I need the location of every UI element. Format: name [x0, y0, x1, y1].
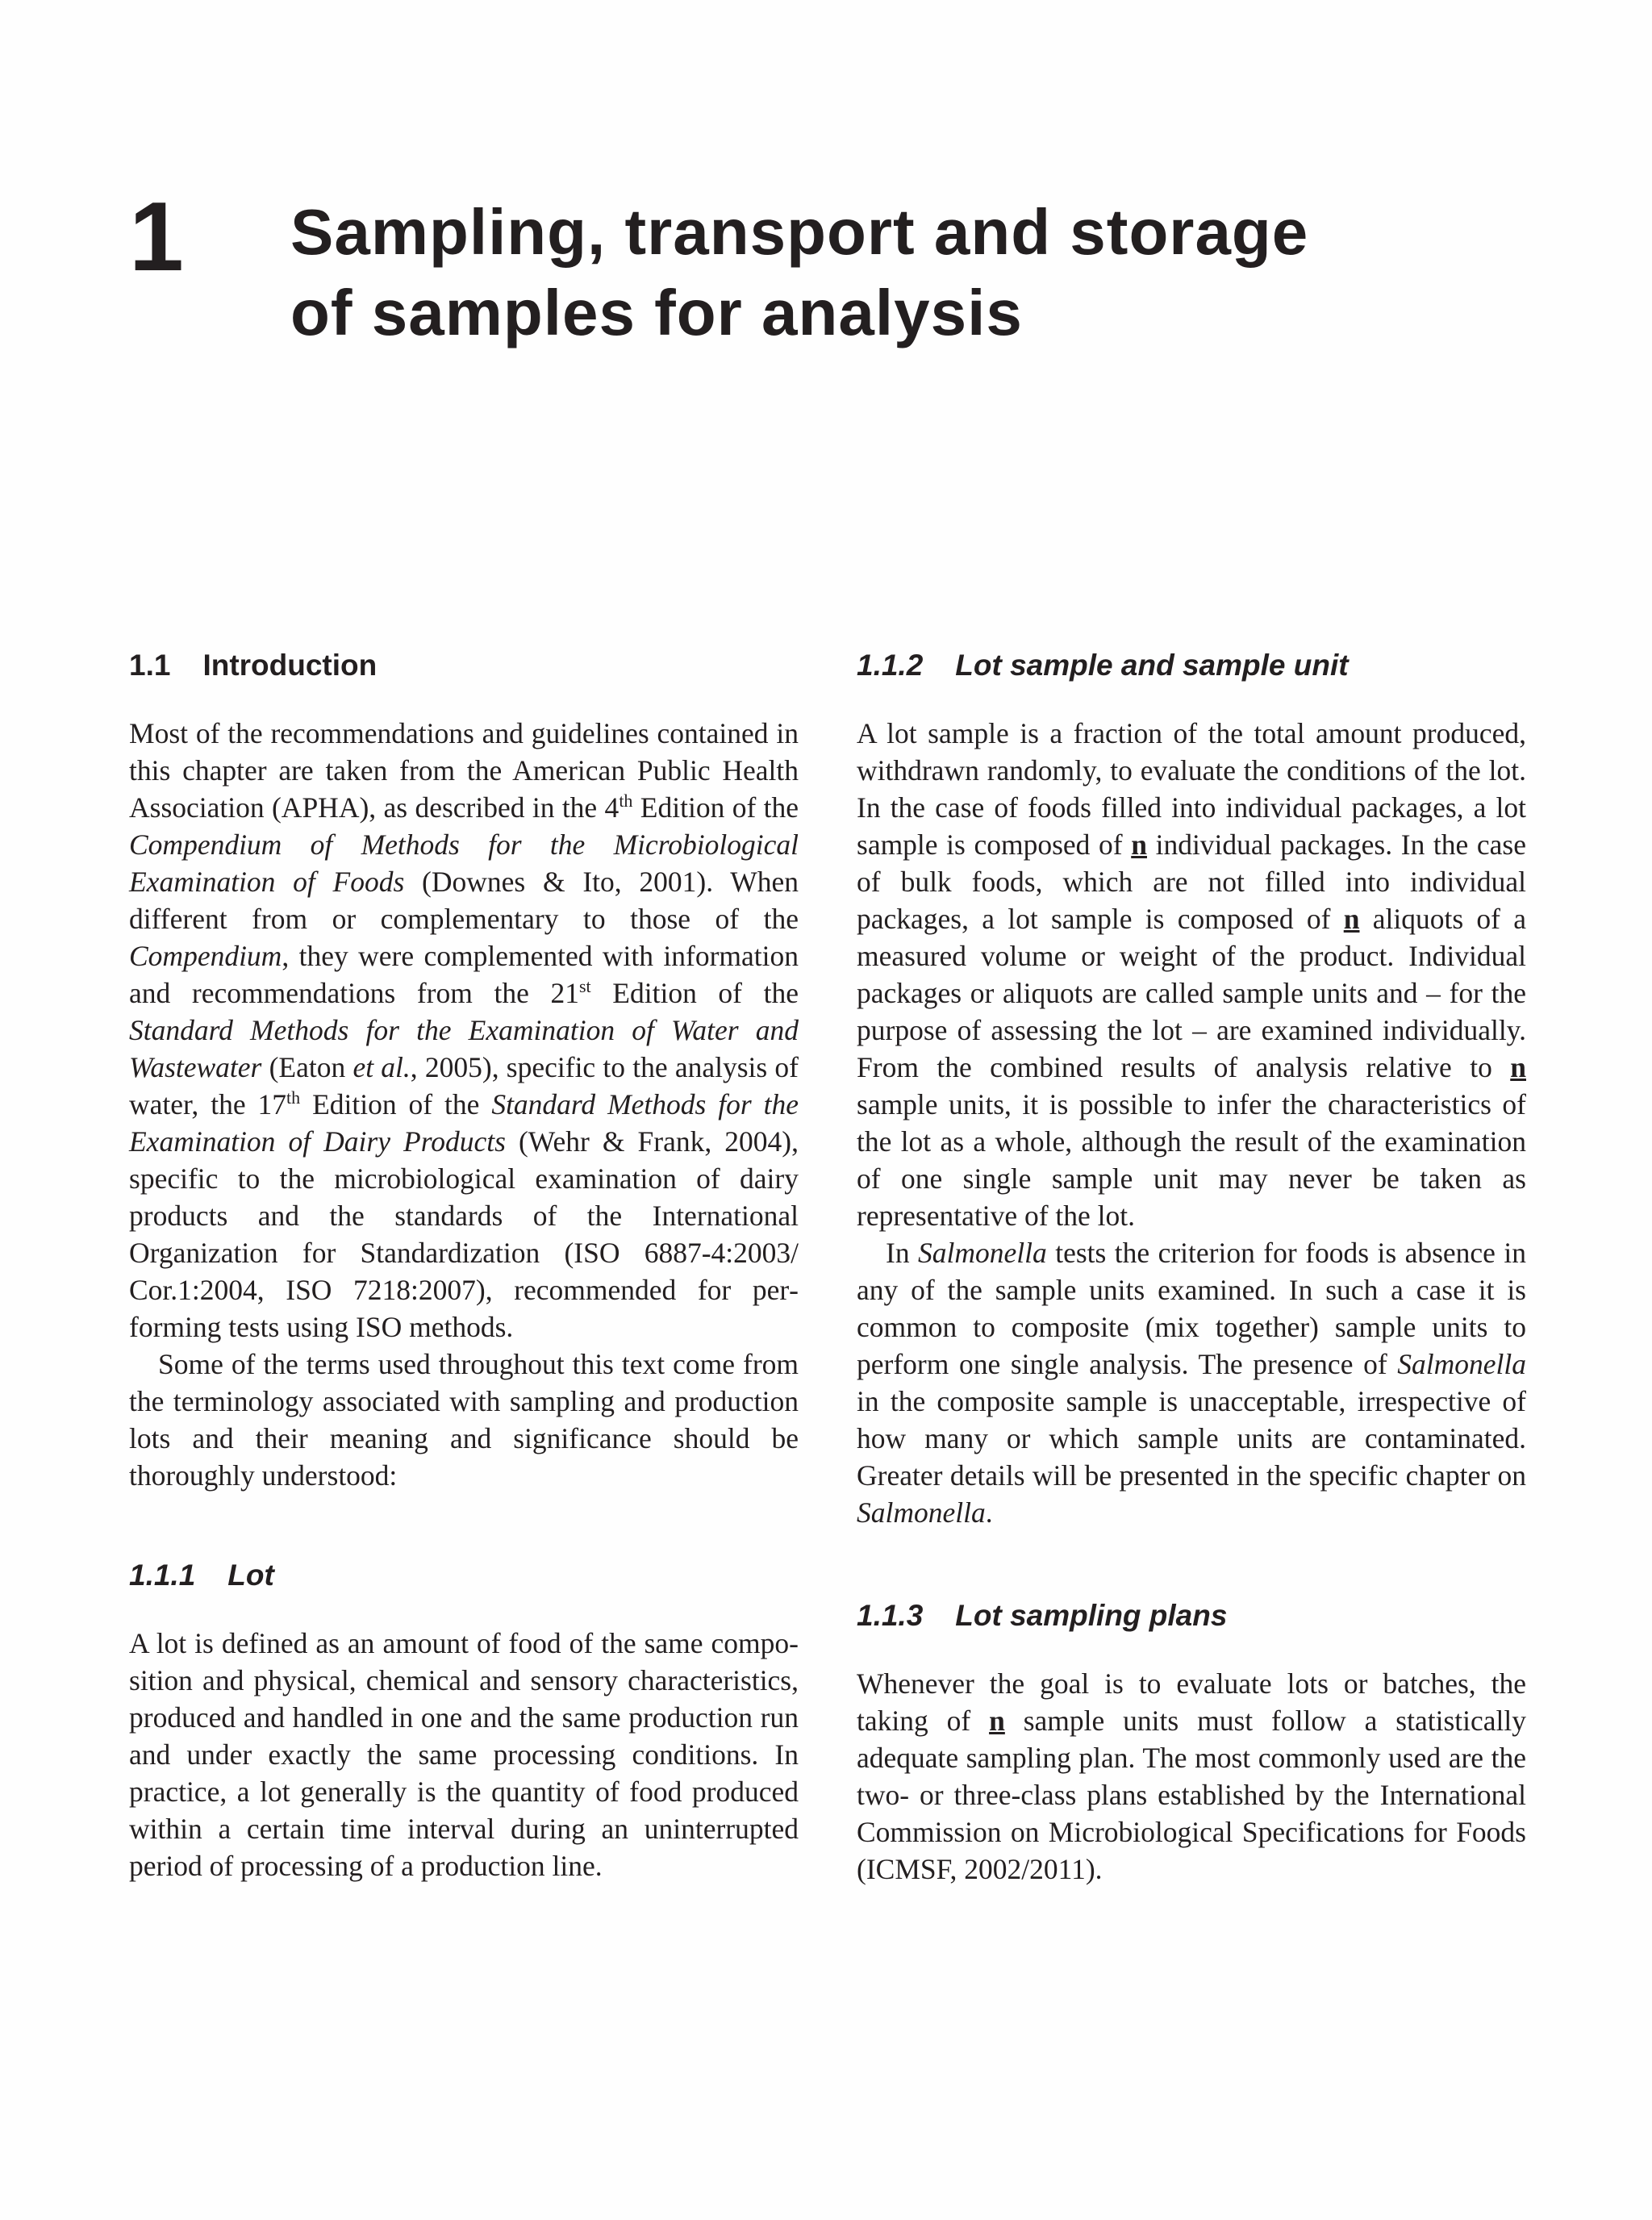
introduction-paragraph-2: Some of the terms used throughout this text come from the terminology associated with sampling and production lots and their meaning and significance should be thoroughly understood: — [129, 1348, 799, 1492]
chapter-number: 1 — [129, 182, 182, 291]
lot-sample-paragraph-1: A lot sample is a fraction of the total amount produced, withdrawn randomly, to evaluate the conditions of the lot. In the case of foods filled into individual packages, a lot sample is composed of n individual packages. In the case of bulk foods, which are not filled into individual packages, a lot sample is composed of n aliquots of a measured volume or weight of the product. Individual packages or aliquots are called sample units and – for the purpose of assessing the lot – are examined individually. From the combined results of analysis relative to n sample units, it is possible to infer the characteristics of the lot as a whole, although the result of the examination of one single sample unit may never be taken as representative of the lot. — [857, 717, 1527, 1232]
section-heading-lot-sample — [857, 637, 1526, 694]
section-number: 1.1.2 — [857, 649, 924, 682]
lot-sample-paragraph-2: In Salmonella tests the criterion for foods is absence in any of the sample units examined. In such a case it is common to composite (mix together) sample units to perform one single analysis. The presence of Salmonella in the composite sample is unacceptable, irrespective of how many or which sample units are contaminated. Greater details will be presented in the specific chapter on Salmonella. — [857, 1237, 1526, 1529]
left-column — [129, 637, 799, 1884]
right-column — [857, 637, 1526, 1888]
lot-sample-body — [857, 715, 1526, 1531]
introduction-body — [129, 715, 799, 1494]
introduction-paragraph-1: Most of the recommendations and guidelines contained in this chapter are taken from the American Public Health Association (APHA), as described in the 4th Edition of the Compendium of Methods for the Microbiological Examination of Foods (Downes & Ito, 2001). When different from or complementary to those of the Compendium, they were complemented with information and recommendations from the 21st Edition of the Standard Methods for the Examination of Water and Wastewater (Eaton et al., 2005), specific to the analysis of water, the 17th Edition of the Standard Methods for the Examination of Dairy Products (Wehr & Frank, 2004), specific to the microbiological examination of dairy products and the standards of the International Organization for Standardization (ISO 6887-4:2003/ Cor.1:2004, ISO 7218:2007), recommended for performing tests using ISO methods. — [129, 717, 799, 1343]
section-title: Lot sampling plans — [955, 1599, 1228, 1632]
section-heading-lot — [129, 1547, 799, 1604]
chapter-title-line-2: of samples for analysis — [290, 277, 1023, 348]
chapter-title — [290, 192, 1549, 353]
section-heading-introduction — [129, 637, 799, 694]
section-title: Introduction — [202, 649, 378, 682]
section-number: 1.1 — [129, 649, 171, 682]
section-title: Lot — [227, 1559, 274, 1592]
chapter-title-line-1: Sampling, transport and storage — [290, 196, 1309, 268]
section-heading-lot-sampling-plans — [857, 1588, 1526, 1644]
lot-body — [129, 1625, 799, 1884]
lot-sampling-plans-body — [857, 1665, 1526, 1888]
section-title: Lot sample and sample unit — [955, 649, 1349, 682]
lot-paragraph-1: A lot is defined as an amount of food of the same composition and physical, chemical and sensory characteristics, produced and handled in one and the same production run and under exactly the same processing conditions. In practice, a lot generally is the quantity of food produced within a certain time interval during an uninterrupted period of processing of a production line. — [129, 1627, 799, 1882]
section-number: 1.1.1 — [129, 1559, 196, 1592]
section-number: 1.1.3 — [857, 1599, 924, 1632]
lot-sampling-plans-paragraph-1: Whenever the goal is to evaluate lots or batches, the taking of n sample units must follow a statistically adequate sampling plan. The most commonly used are the two- or three-class plans established by the International Commission on Microbiological Specifications for Foods (ICMSF, 2002/2011). — [857, 1667, 1526, 1885]
